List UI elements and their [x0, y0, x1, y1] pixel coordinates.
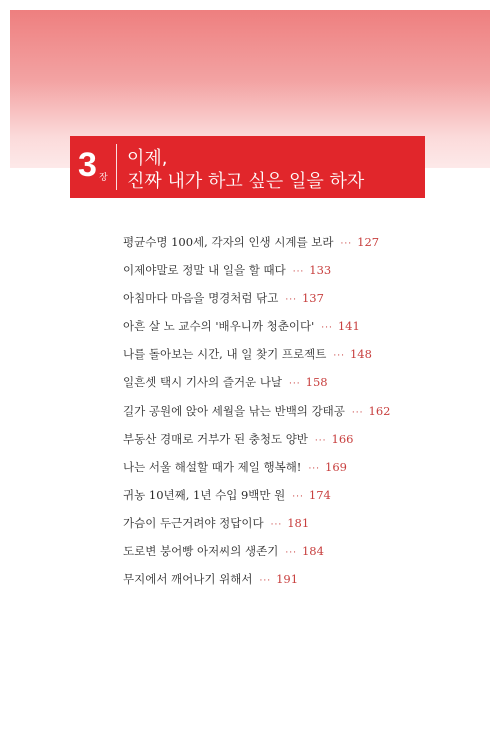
toc-page-number: 184	[301, 544, 324, 559]
leader-dots: ···	[333, 351, 345, 362]
toc-page-number: 191	[276, 572, 299, 587]
leader-dots: ···	[270, 519, 283, 530]
toc-entry-title: 부동산 경매로 거부가 된 충청도 양반	[123, 431, 308, 446]
leader-dots: ···	[321, 323, 333, 334]
toc-page-number: 148	[349, 347, 372, 362]
toc-entry[interactable]	[123, 425, 390, 453]
toc-page-number: 133	[309, 263, 332, 278]
toc-page-number: 181	[287, 515, 310, 530]
toc-entry-title: 도로변 붕어빵 아저씨의 생존기	[123, 544, 279, 559]
toc-entry[interactable]	[123, 256, 390, 284]
chapter-title-line2: 진짜 내가 하고 싶은 일을 하자	[127, 171, 365, 192]
toc-entry-title: 나를 돌아보는 시간, 내 일 찾기 프로젝트	[123, 347, 327, 362]
toc-entry-title: 나는 서울 해설할 때가 제일 행복해!	[123, 459, 302, 474]
toc-entry-title: 귀농 10년째, 1년 수입 9백만 원	[123, 487, 286, 502]
toc-entry[interactable]	[123, 228, 390, 256]
toc-entry-title: 아흔 살 노 교수의 '배우니까 청춘이다'	[123, 319, 315, 334]
chapter-number: 3	[78, 146, 97, 184]
toc-entry-title: 평균수명 100세, 각자의 인생 시계를 보라	[123, 235, 334, 249]
toc-page-number: 169	[325, 459, 347, 474]
toc-page-number: 174	[308, 487, 331, 502]
toc-page-number: 141	[337, 319, 360, 334]
toc-entry[interactable]	[123, 481, 390, 509]
leader-dots: ···	[285, 548, 297, 559]
chapter-title-line1: 이제,	[127, 148, 168, 169]
toc-page-number: 137	[301, 291, 324, 306]
leader-dots: ···	[292, 491, 304, 502]
toc-entry-title: 무지에서 깨어나기 위해서	[123, 572, 253, 587]
leader-dots: ···	[259, 576, 272, 587]
table-of-contents	[123, 228, 390, 593]
toc-entry[interactable]	[123, 284, 390, 312]
toc-entry[interactable]	[123, 453, 390, 481]
toc-entry-title: 가슴이 두근거려야 정답이다	[123, 515, 264, 530]
toc-page-number: 166	[331, 431, 354, 446]
leader-dots: ···	[289, 379, 301, 390]
toc-entry-title: 아침마다 마음을 명경처럼 닦고	[123, 291, 279, 306]
chapter-divider	[116, 144, 117, 190]
toc-entry[interactable]	[123, 565, 390, 593]
toc-entry[interactable]	[123, 537, 390, 565]
leader-dots: ···	[340, 239, 353, 249]
chapter-word: 장	[99, 173, 108, 183]
toc-entry[interactable]	[123, 368, 390, 396]
toc-page-number: 158	[305, 375, 328, 390]
toc-page-number: 162	[368, 403, 391, 418]
toc-entry[interactable]	[123, 509, 390, 537]
toc-entry-title: 이제야말로 정말 내 일을 할 때다	[123, 263, 286, 278]
leader-dots: ···	[285, 295, 297, 306]
leader-dots: ···	[314, 435, 327, 446]
toc-entry[interactable]	[123, 312, 390, 340]
toc-entry[interactable]	[123, 340, 390, 368]
leader-dots: ···	[292, 267, 305, 278]
toc-entry-title: 길가 공원에 앉아 세월을 낚는 반백의 강태공	[123, 403, 345, 418]
toc-entry[interactable]	[123, 397, 390, 425]
leader-dots: ···	[308, 463, 321, 474]
leader-dots: ···	[351, 407, 364, 418]
toc-page-number: 127	[357, 235, 380, 249]
toc-entry-title: 일흔셋 택시 기사의 즐거운 나날	[123, 375, 283, 390]
